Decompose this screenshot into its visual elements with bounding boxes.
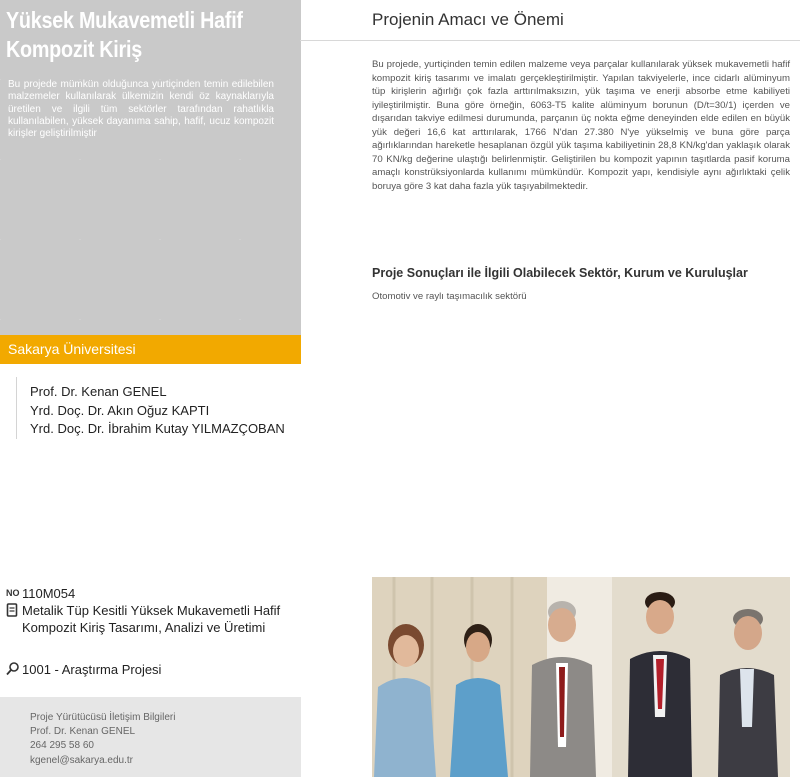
document-icon [6, 603, 22, 621]
purpose-text: Bu projede, yurtiçinden temin edilen malzeme veya parçalar kullanılarak yüksek mukavemetli hafif kompozit kiriş tasarımı ve imalatı gerçekleştirilmiştir. Yapılan takviyelerle, ince cidarlı alüminyum tüp kirişlerin ağırlığı çok fazla arttırılmaksızın, yük taşıma ve enerji absorbe etme kabiliyeti iyileştirilmiştir. Buna göre örneğin, 6063-T5 kalite alüminyum borunun (D/t=30/1) içerden ve dışarıdan takviye edilmesi durumunda, parçanın üç nokta eğme deneyinden elde edilen en büyük yük değeri 16,6 kat arttırılarak, 1766 N'dan 27.380 N'ye yükselmiş ve buna göre parça ağırlıklarından hareketle hesaplanan özgül yük taşıma kabiliyetinin 28,8 KN/kg'dan yaklaşık olarak 70 KN/kg değerine ulaştığı belirlenmiştir. Geliştirilen bu kompozit yapının taşıtlarda pasif koruma amaçlı konstrüksiyonlarda kullanımı mümkündür. Kompozit yapı, kendisiyle aynı ağırlıktaki çelik boruya göre 3 kat daha fazla yük taşıyabilmektedir. [372, 59, 790, 192]
project-number-row [6, 586, 75, 603]
contact-name: Prof. Dr. Kenan GENEL [30, 726, 136, 737]
university-name: Sakarya Üniversitesi [8, 341, 136, 357]
program-name: 1001 - Araştırma Projesi [22, 662, 162, 677]
team-list [30, 383, 285, 439]
header-divider [300, 40, 800, 41]
purpose-heading: Projenin Amacı ve Önemi [372, 10, 564, 29]
project-title-panel [0, 0, 301, 335]
program-row [6, 662, 161, 680]
project-number: 110M054 [22, 586, 76, 601]
team-photo [372, 577, 790, 777]
sectors-text: Otomotiv ve raylı taşımacılık sektörü [372, 291, 527, 302]
contact-heading: Proje Yürütücüsü İletişim Bilgileri [30, 712, 176, 723]
project-title: Yüksek Mukavemetli Hafif Kompozit Kiriş [6, 7, 243, 62]
number-icon: NO [6, 588, 20, 598]
contact-phone: 264 295 58 60 [30, 740, 94, 751]
project-long-title: Metalik Tüp Kesitli Yüksek Mukavemetli Hafif Kompozit Kiriş Tasarımı, Analizi ve Üretimi [22, 603, 281, 635]
team-member: Yrd. Doç. Dr. İbrahim Kutay YILMAZÇOBAN [30, 421, 285, 436]
team-member: Prof. Dr. Kenan GENEL [30, 384, 167, 399]
contact-email[interactable]: kgenel@sakarya.edu.tr [30, 755, 133, 766]
university-bar [0, 335, 301, 364]
sectors-heading: Proje Sonuçları ile İlgili Olabilecek Sektör, Kurum ve Kuruluşlar [372, 266, 748, 280]
team-divider [16, 377, 17, 439]
project-long-title-row [6, 603, 288, 636]
team-member: Yrd. Doç. Dr. Akın Oğuz KAPTI [30, 402, 210, 418]
search-icon [6, 662, 22, 680]
project-summary: Bu projede mümkün olduğunca yurtiçinden temin edilebilen malzemeler kullanılarak ülkemizin kendi öz kaynaklarıyla üretilen ve ilgili tüm sektörler tarafından rahatlıkla kullanılabilen, yüksek dayanıma sahip, hafif, ucuz kompozit kirişler geliştirilmiştir [8, 79, 274, 140]
contact-box [0, 697, 301, 777]
